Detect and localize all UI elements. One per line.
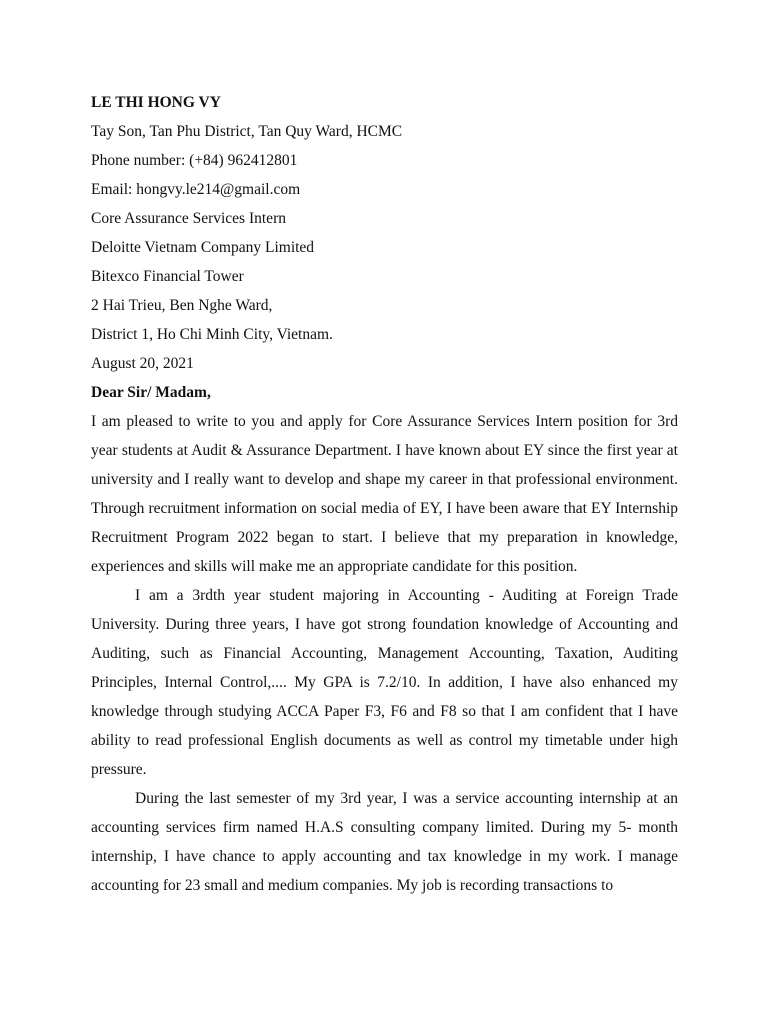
- recipient-position: Core Assurance Services Intern: [91, 210, 286, 227]
- recipient-building: Bitexco Financial Tower: [91, 268, 244, 285]
- recipient-company: Deloitte Vietnam Company Limited: [91, 239, 315, 256]
- letter-date: August 20, 2021: [91, 355, 194, 372]
- recipient-city: District 1, Ho Chi Minh City, Vietnam.: [91, 326, 333, 343]
- recipient-street: 2 Hai Trieu, Ben Nghe Ward,: [91, 297, 273, 314]
- paragraph-education: I am a 3rdth year student majoring in Accounting - Auditing at Foreign Trade University. During three years, I have got strong foundation knowledge of Accounting and Auditing, such as Financial Accounting, Management Accounting, Taxation, Auditing Principles, Internal Control,.... My GPA is 7.2/10. In addition, I have also enhanced my knowledge through studying ACCA Paper F3, F6 and F8 so that I am confident that I have ability to read professional English documents as well as control my timetable under high pressure.: [91, 587, 678, 778]
- salutation: Dear Sir/ Madam,: [91, 384, 211, 401]
- sender-address: Tay Son, Tan Phu District, Tan Quy Ward, HCMC: [91, 123, 403, 140]
- sender-email: Email: hongvy.le214@gmail.com: [91, 181, 301, 198]
- paragraph-intro: I am pleased to write to you and apply for Core Assurance Services Intern position for 3rd year students at Audit & Assurance Department. I have known about EY since the first year at university and I really want to develop and shape my career in that professional environment. Through recruitment information on social media of EY, I have been aware that EY Internship Recruitment Program 2022 began to start. I believe that my preparation in knowledge, experiences and skills will make me an appropriate candidate for this position.: [91, 413, 678, 575]
- sender-name: LE THI HONG VY: [91, 94, 221, 111]
- sender-phone: Phone number: (+84) 962412801: [91, 152, 298, 169]
- cover-letter: [91, 88, 678, 900]
- paragraph-experience: During the last semester of my 3rd year, I was a service accounting internship at an accounting services firm named H.A.S consulting company limited. During my 5- month internship, I have chance to apply accounting and tax knowledge in my work. I manage accounting for 23 small and medium companies. My job is recording transactions to: [91, 790, 678, 894]
